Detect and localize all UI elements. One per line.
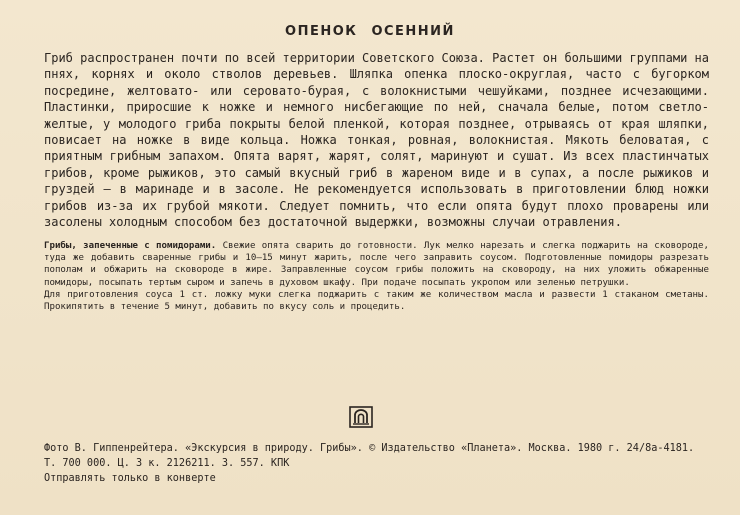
publisher-logo-icon — [349, 406, 373, 428]
recipe-name: Грибы, запеченные с помидорами. — [44, 241, 217, 251]
mushroom-description: Гриб распространен почти по всей территории Советского Союза. Растет он большими группами на пнях, корнях и около стволов деревьев. Шляпка опенка плоско-округлая, часто с бугорком посредине, желтовато- или серовато-бурая, с волокнистыми чешуйками, позднее исчезающими. Пластинки, приросшие к ножке и немного нисбегающие по ней, сначала белые, потом светло-желтые, у молодого гриба покрыты белой пленкой, которая позднее, отрываясь от края шляпки, повисает на ножке в виде кольца. Ножка тонкая, ровная, волокнистая. Мякоть беловатая, с приятным грибным запахом. Опята варят, жарят, солят, маринуют и сушат. Из всех пластинчатых грибов, кроме рыжиков, это самый вкусный гриб в жареном виде и в супах, а после рыжиков и груздей — в маринаде и в засоле. Не рекомендуется использовать в приготовлении блюд ножки грибов из-за их грубой мякоти. Следует помнить, что если опята будут плохо проварены или засолены холодным способом без достаточной выдержки, возможны случаи отравления. — [44, 51, 709, 230]
imprint-line-print: Т. 700 000. Ц. 3 к. 2126211. З. 557. КПК — [44, 458, 290, 469]
page-title: ОПЕНОК ОСЕННИЙ — [285, 24, 455, 39]
imprint-footer — [44, 441, 724, 486]
imprint-line-photo: Фото В. Гиппенрейтера. «Экскурсия в природу. Грибы». © Издательство «Планета». Москва. 1980 г. 24/8а-4181. — [44, 443, 695, 454]
sauce-text: Для приготовления соуса 1 ст. ложку муки слегка поджарить с таким же количеством масла и развести 1 стаканом сметаны. Прокипятить в течение 5 минут, добавить по вкусу соль и процедить. — [44, 289, 709, 313]
imprint-line-note: Отправлять только в конверте — [44, 473, 216, 484]
recipe-text: Свежие опята сварить до готовности. Лук мелко нарезать и слегка поджарить на сковороде, туда же добавить сваренные грибы и 10—15 минут жарить, после чего заправить соусом. Подготовленные помидоры разрезать пополам и обжарить на сковороде в жире. Заправленные соусом грибы положить на сковороду, на них уложить обжаренные помидоры, посыпать тертым сыром и запечь в духовом шкафу. При подаче посыпать укропом или зеленью петрушки. — [44, 241, 709, 288]
recipe-block — [44, 240, 709, 313]
